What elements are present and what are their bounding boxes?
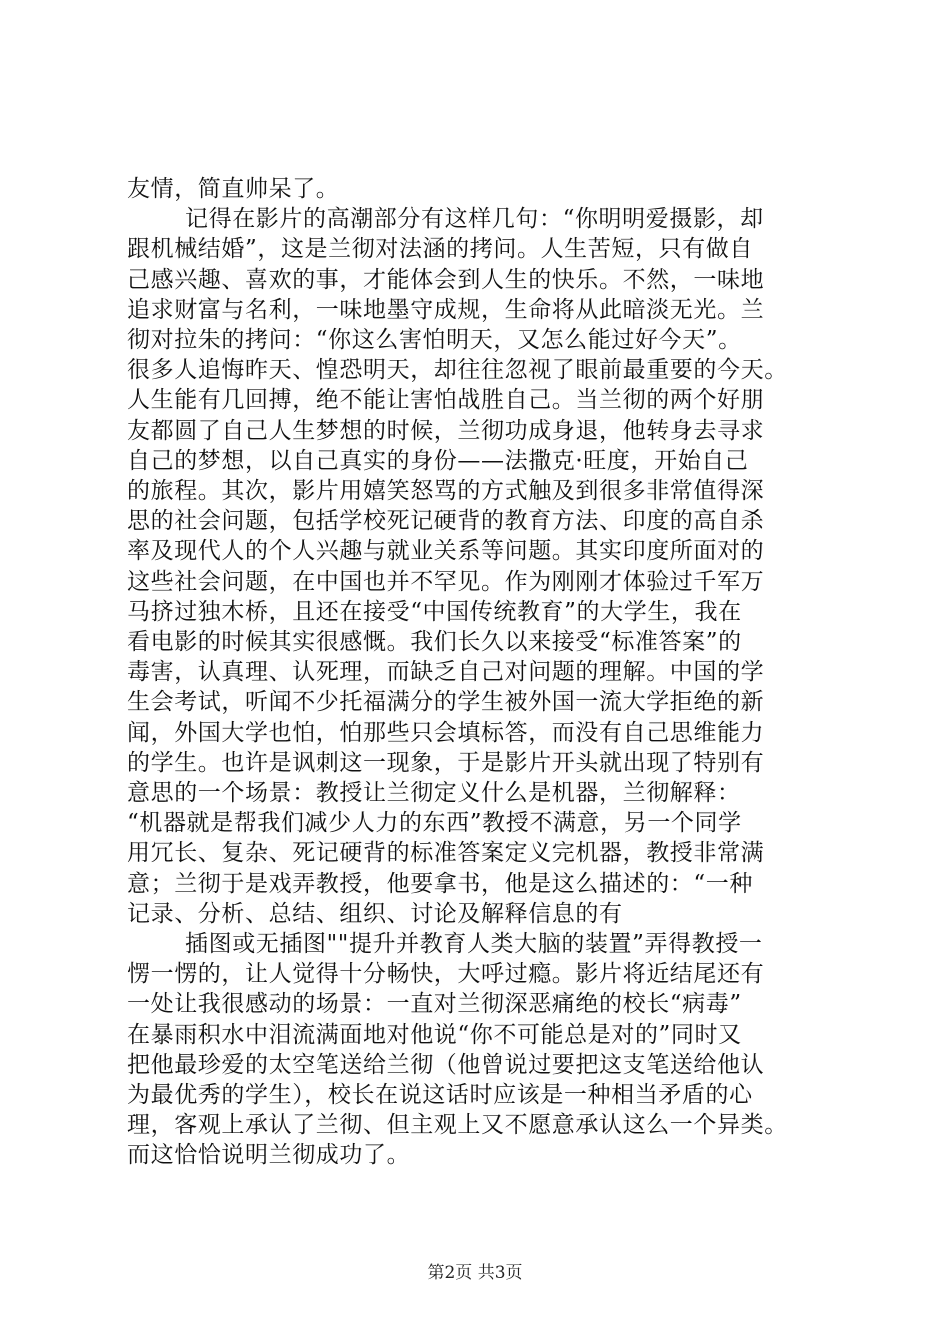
- text-line: 思的社会问题，包括学校死记硬背的教育方法、印度的高自杀: [127, 508, 765, 535]
- text-line: 友都圆了自己人生梦想的时候，兰彻功成身退，他转身去寻求: [127, 417, 765, 444]
- text-line: 把他最珍爱的太空笔送给兰彻（他曾说过要把这支笔送给他认: [127, 1051, 765, 1078]
- text-line: 理，客观上承认了兰彻、但主观上又不愿意承认这么一个异类。: [127, 1112, 788, 1139]
- text-line: 而这恰恰说明兰彻成功了。: [127, 1142, 411, 1169]
- text-line: 追求财富与名利，一味地墨守成规，生命将从此暗淡无光。兰: [127, 296, 765, 323]
- text-line: 很多人追悔昨天、惶恐明天，却往往忽视了眼前最重要的今天。: [127, 357, 788, 384]
- text-line: 马挤过独木桥，且还在接受“中国传统教育”的大学生，我在: [127, 598, 742, 625]
- page-number-footer: 第2页 共3页: [427, 1263, 523, 1283]
- text-line: 己感兴趣、喜欢的事，才能体会到人生的快乐。不然，一味地: [127, 266, 765, 293]
- text-line: 这些社会问题，在中国也并不罕见。作为刚刚才体验过千军万: [127, 568, 765, 595]
- text-line: 意思的一个场景：教授让兰彻定义什么是机器，兰彻解释：: [127, 780, 741, 806]
- text-line: 为最优秀的学生），校长在说这话时应该是一种相当矛盾的心: [127, 1082, 753, 1108]
- text-line: 用冗长、复杂、死记硬背的标准答案定义完机器，教授非常满: [127, 840, 765, 867]
- paragraph-first-line: 记得在影片的高潮部分有这样几句：“你明明爱摄影，却: [185, 206, 764, 233]
- text-line: 自己的梦想，以自己真实的身份——法撒克·旺度，开始自己: [127, 447, 749, 474]
- text-line: 在暴雨积水中泪流满面地对他说“你不可能总是对的”同时又: [127, 1021, 742, 1048]
- text-line: 看电影的时候其实很感慨。我们长久以来接受“标准答案”的: [127, 629, 742, 655]
- text-line: 跟机械结婚”，这是兰彻对法涵的拷问。人生苦短，只有做自: [127, 236, 753, 263]
- text-line: 愣一愣的，让人觉得十分畅快，大呼过瘾。影片将近结尾还有: [127, 961, 765, 988]
- text-line: 一处让我很感动的场景：一直对兰彻深恶痛绝的校长“病毒”: [127, 991, 742, 1018]
- text-line: 生会考试，听闻不少托福满分的学生被外国一流大学拒绝的新: [127, 689, 765, 716]
- text-line: 的学生。也许是讽刺这一现象，于是影片开头就出现了特别有: [127, 749, 765, 776]
- text-line: 意；兰彻于是戏弄教授，他要拿书，他是这么描述的：“一种: [127, 870, 753, 897]
- text-line: 记录、分析、总结、组织、讨论及解释信息的有: [127, 900, 623, 927]
- text-line: 闻，外国大学也怕，怕那些只会填标答，而没有自己思维能力: [127, 719, 765, 746]
- text-line: “机器就是帮我们减少人力的东西”教授不满意，另一个同学: [127, 810, 742, 837]
- text-line: 的旅程。其次，影片用嬉笑怒骂的方式触及到很多非常值得深: [127, 478, 765, 504]
- text-line: 彻对拉朱的拷问：“你这么害怕明天，又怎么能过好今天”。: [127, 327, 742, 353]
- text-line: 毒害，认真理、认死理，而缺乏自己对问题的理解。中国的学: [127, 659, 765, 686]
- paragraph-first-line: 插图或无插图""提升并教育人类大脑的装置”弄得教授一: [185, 931, 763, 957]
- text-line: 率及现代人的个人兴趣与就业关系等问题。其实印度所面对的: [127, 538, 765, 565]
- text-line: 友情，简直帅呆了。: [127, 176, 340, 202]
- text-line: 人生能有几回搏，绝不能让害怕战胜自己。当兰彻的两个好朋: [127, 387, 765, 414]
